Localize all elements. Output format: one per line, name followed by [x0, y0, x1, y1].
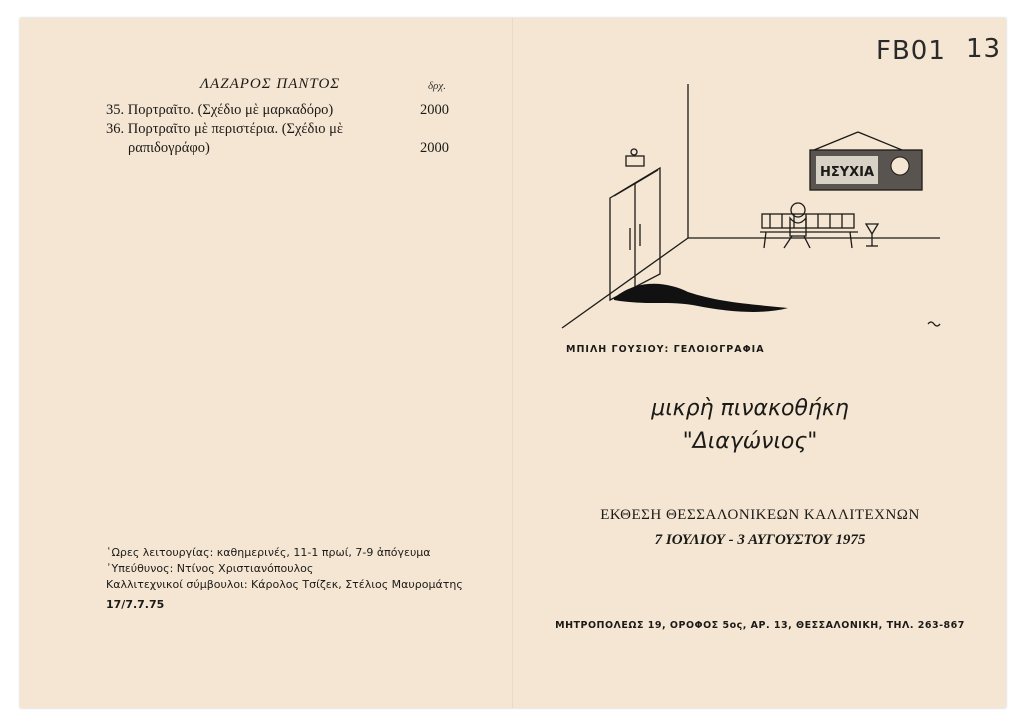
cartoon-illustration — [548, 78, 948, 338]
exhibition-dates: 7 ΙΟΥΛΙΟΥ - 3 ΑΥΓΟΥΣΤΟΥ 1975 — [654, 532, 866, 548]
exhibition-title: ΕΚΘΕΣΗ ΘΕΣΣΑΛΟΝΙΚΕΩΝ ΚΑΛΛΙΤΕΧΝΩΝ — [600, 507, 920, 523]
gallery-address: ΜΗΤΡΟΠΟΛΕΩΣ 19, ΟΡΟΦΟΣ 5ος, ΑΡ. 13, ΘΕΣΣΑΛΟΝΙΚΗ, ΤΗΛ. 263-867 — [555, 620, 965, 631]
illustration-caption: ΜΠΙΛΗ ΓΟΥΣΙΟΥ: ΓΕΛΟΙΟΓΡΑΦΙΑ — [566, 344, 765, 355]
catalog-price-36: 2000 — [420, 140, 449, 156]
responsible-person: ᾿Υπεύθυνος: Ντίνος Χριστιανόπουλος — [106, 562, 314, 575]
gallery-name-line1: μικρὴ πινακοθήκη — [651, 396, 849, 421]
artistic-advisors: Καλλιτεχνικοί σύμβουλοι: Κάρολος Τσίζεκ, Στέλιος Μαυρομάτης — [106, 578, 463, 591]
archive-number-annotation: 13 — [966, 34, 1002, 64]
center-fold — [512, 18, 514, 708]
archive-code-annotation: FB01 — [876, 36, 946, 66]
artist-name: ΛΑΖΑΡΟΣ ΠΑΝΤΟΣ — [200, 76, 341, 92]
gallery-title — [600, 392, 900, 458]
price-unit: δρχ. — [428, 80, 446, 92]
catalog-entry-35: 35. Πορτραῖτο. (Σχέδιο μὲ μαρκαδόρο) — [106, 102, 334, 118]
catalog-price-35: 2000 — [420, 102, 449, 118]
gallery-name-line2: "Διαγώνιος" — [682, 429, 818, 454]
gallery-info-footer — [106, 545, 486, 613]
opening-hours: ῾Ωρες λειτουργίας: καθημερινές, 11-1 πρωί, 7-9 ἀπόγευμα — [106, 546, 431, 559]
catalog-entry-36-cont: ραπιδογράφο) — [128, 140, 210, 156]
catalog-entry-36: 36. Πορτραῖτο μὲ περιστέρια. (Σχέδιο μὲ — [106, 121, 343, 137]
sign-text: ΗΣΥΧΙΑ — [819, 165, 875, 180]
print-date: 17/7.7.75 — [106, 598, 165, 611]
